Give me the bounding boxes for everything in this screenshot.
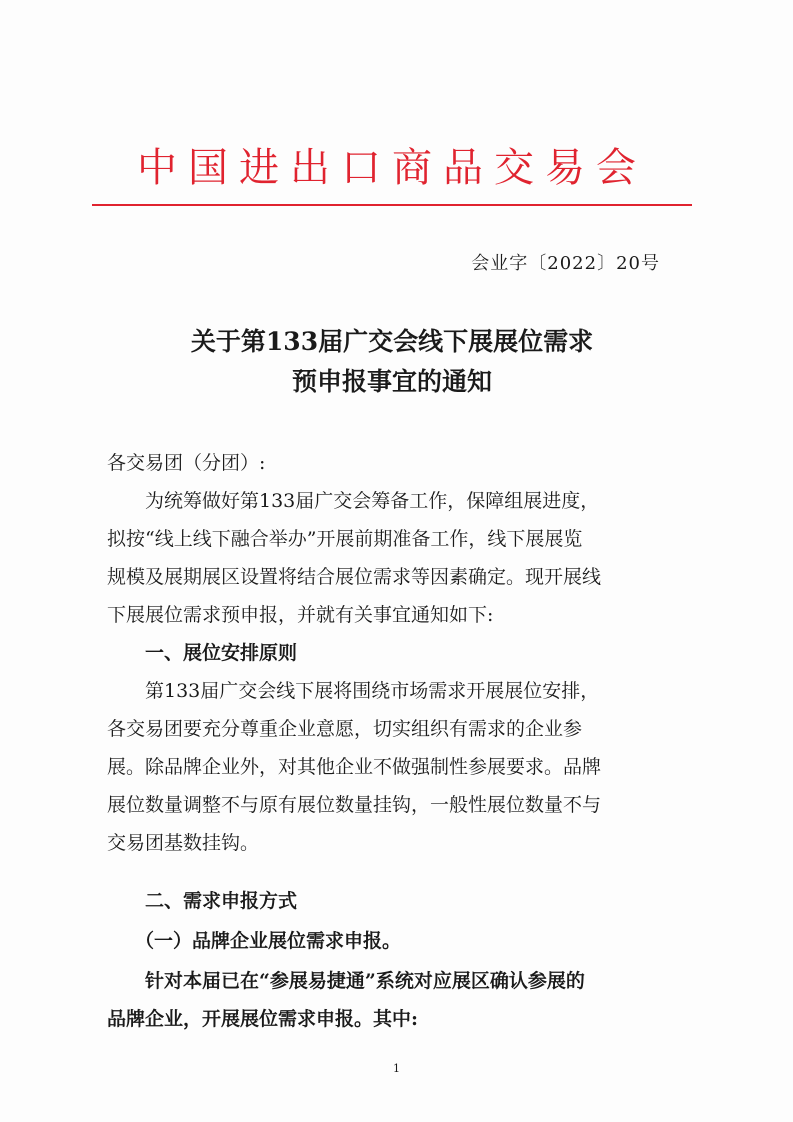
section-2-subheading — [107, 922, 667, 960]
masthead-red-rule — [92, 204, 692, 206]
notice-title-line-1: 关于第133届广交会线下展展位需求 — [190, 327, 594, 356]
section-2-heading — [107, 882, 667, 920]
section-2-line: 品牌企业，开展展位需求申报。其中: — [107, 1008, 419, 1030]
document-number: 会业字〔2022〕20号 — [471, 253, 660, 274]
section-1-line: 第133届广交会线下展将围绕市场需求开展展位安排， — [145, 680, 600, 702]
intro-line: 规模及展期展区设置将结合展位需求等因素确定。现开展线 — [107, 566, 602, 588]
notice-title — [92, 322, 692, 402]
intro-line: 拟按“线上线下融合举办”开展前期准备工作，线下展展览 — [107, 528, 583, 550]
salutation-text: 各交易团（分团）: — [107, 452, 266, 474]
salutation — [107, 444, 667, 482]
section-1-paragraph — [107, 672, 667, 862]
section-1-heading-text: 一、展位安排原则 — [145, 642, 298, 664]
section-1-line: 各交易团要充分尊重企业意愿，切实组织有需求的企业参 — [107, 718, 583, 740]
notice-title-line-2: 预申报事宜的通知 — [291, 367, 492, 396]
section-2-paragraph — [107, 962, 667, 1038]
section-1-line: 展。除品牌企业外，对其他企业不做强制性参展要求。品牌 — [107, 756, 602, 778]
masthead-title: 中国进出口商品交易会 — [137, 145, 647, 191]
section-1-line: 展位数量调整不与原有展位数量挂钩，一般性展位数量不与 — [107, 794, 602, 816]
intro-line: 下展展位需求预申报，并就有关事宜通知如下: — [107, 604, 494, 626]
section-1-heading — [107, 634, 667, 672]
intro-paragraph — [107, 482, 667, 634]
section-1-line: 交易团基数挂钩。 — [107, 832, 260, 854]
section-2-subheading-text: （一）品牌企业展位需求申报。 — [135, 930, 402, 952]
page-number: 1 — [393, 1062, 400, 1075]
section-2-line: 针对本届已在“参展易捷通”系统对应展区确认参展的 — [145, 970, 585, 992]
intro-line: 为统筹做好第133届广交会筹备工作，保障组展进度， — [145, 490, 600, 512]
section-2-heading-text: 二、需求申报方式 — [145, 890, 298, 912]
